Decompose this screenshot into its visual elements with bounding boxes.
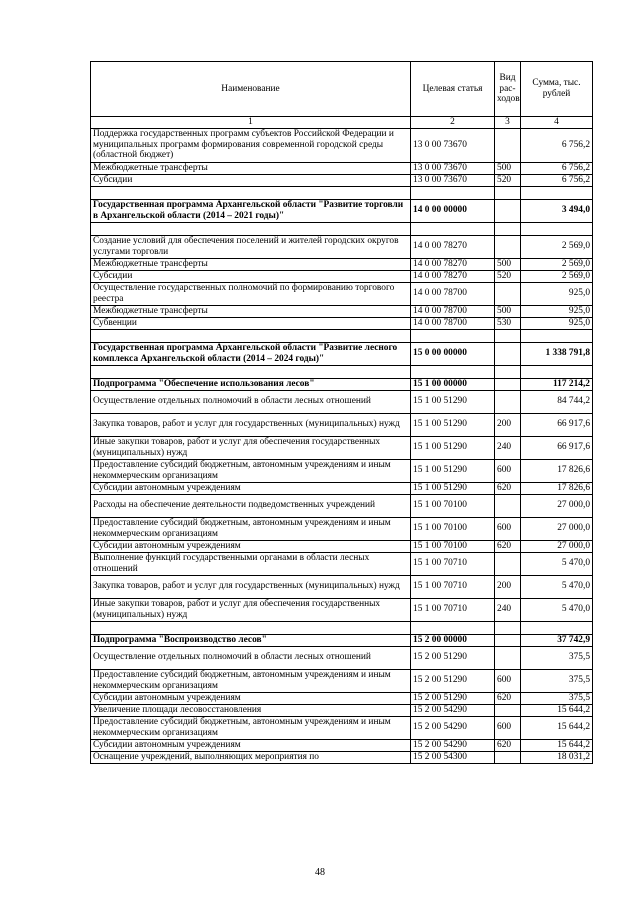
expense-type-cell: 500: [495, 258, 521, 270]
amount-cell: 375,5: [521, 669, 593, 692]
target-article-cell: 15 1 00 70100: [411, 540, 495, 552]
table-row: [91, 436, 593, 459]
program-row: [91, 199, 593, 222]
target-article-cell: 14 0 00 78270: [411, 235, 495, 258]
expense-type-cell: 620: [495, 482, 521, 494]
empty-cell: [411, 365, 495, 378]
target-article-cell: 14 0 00 78700: [411, 317, 495, 329]
expense-type-cell: [495, 378, 521, 390]
header-sum: Сумма, тыс. рублей: [521, 62, 593, 117]
table-row: [91, 494, 593, 517]
column-number: 4: [521, 117, 593, 129]
amount-cell: 27 000,0: [521, 517, 593, 540]
expense-type-cell: [495, 494, 521, 517]
expense-type-cell: 600: [495, 459, 521, 482]
amount-cell: 37 742,9: [521, 634, 593, 646]
row-name-cell: Субсидии автономным учреждениям: [91, 692, 411, 704]
empty-cell: [91, 186, 411, 199]
expense-type-cell: [495, 282, 521, 305]
target-article-cell: 15 1 00 70710: [411, 598, 495, 621]
target-article-cell: 14 0 00 78270: [411, 258, 495, 270]
target-article-cell: 15 1 00 51290: [411, 390, 495, 413]
amount-cell: 84 744,2: [521, 390, 593, 413]
table-row: [91, 540, 593, 552]
expense-type-cell: [495, 342, 521, 365]
amount-cell: 2 569,0: [521, 258, 593, 270]
expense-type-cell: 240: [495, 436, 521, 459]
target-article-cell: 13 0 00 73670: [411, 162, 495, 174]
amount-cell: 15 644,2: [521, 739, 593, 751]
spacer-row: [91, 621, 593, 634]
empty-cell: [411, 222, 495, 235]
amount-cell: 17 826,6: [521, 459, 593, 482]
table-row: [91, 305, 593, 317]
page-number: 48: [315, 867, 325, 878]
expense-type-cell: [495, 235, 521, 258]
empty-cell: [521, 329, 593, 342]
target-article-cell: 14 0 00 78700: [411, 305, 495, 317]
table-row: [91, 270, 593, 282]
table-row: [91, 739, 593, 751]
target-article-cell: 15 1 00 70100: [411, 494, 495, 517]
column-number: 2: [411, 117, 495, 129]
row-name-cell: Расходы на обеспечение деятельности подведомственных учреждений: [91, 494, 411, 517]
empty-cell: [521, 365, 593, 378]
table-row: [91, 552, 593, 575]
amount-cell: 925,0: [521, 305, 593, 317]
target-article-cell: 14 0 00 78270: [411, 270, 495, 282]
row-name-cell: Субсидии автономным учреждениям: [91, 540, 411, 552]
table-row: [91, 128, 593, 162]
expense-type-cell: 620: [495, 739, 521, 751]
table-row: [91, 704, 593, 716]
row-name-cell: Подпрограмма "Воспроизводство лесов": [91, 634, 411, 646]
row-name-cell: Предоставление субсидий бюджетным, автономным учреждениям и иным некоммерческим организациям: [91, 517, 411, 540]
target-article-cell: 13 0 00 73670: [411, 174, 495, 186]
row-name-cell: Предоставление субсидий бюджетным, автономным учреждениям и иным некоммерческим организациям: [91, 459, 411, 482]
target-article-cell: 15 2 00 51290: [411, 692, 495, 704]
header-type: Вид рас-ходов: [495, 62, 521, 117]
table-body: [91, 62, 593, 764]
expense-type-cell: 600: [495, 517, 521, 540]
amount-cell: 375,5: [521, 646, 593, 669]
amount-cell: 6 756,2: [521, 128, 593, 162]
expense-type-cell: 200: [495, 575, 521, 598]
program-row: [91, 378, 593, 390]
target-article-cell: 15 2 00 54290: [411, 704, 495, 716]
amount-cell: 15 644,2: [521, 704, 593, 716]
target-article-cell: 15 2 00 00000: [411, 634, 495, 646]
table-row: [91, 517, 593, 540]
empty-cell: [91, 365, 411, 378]
row-name-cell: Субсидии: [91, 270, 411, 282]
amount-cell: 5 470,0: [521, 575, 593, 598]
budget-table: [90, 61, 593, 764]
header-name: Наименование: [91, 62, 411, 117]
amount-cell: 375,5: [521, 692, 593, 704]
row-name-cell: Межбюджетные трансферты: [91, 258, 411, 270]
row-name-cell: Государственная программа Архангельской области "Развитие лесного комплекса Архангельской области (2014 – 2024 годы)": [91, 342, 411, 365]
amount-cell: 2 569,0: [521, 235, 593, 258]
empty-cell: [495, 222, 521, 235]
expense-type-cell: 600: [495, 669, 521, 692]
spacer-row: [91, 365, 593, 378]
target-article-cell: 15 2 00 54290: [411, 716, 495, 739]
table-row: [91, 692, 593, 704]
empty-cell: [91, 621, 411, 634]
row-name-cell: Государственная программа Архангельской области "Развитие торговли в Архангельской области (2014 – 2021 годы)": [91, 199, 411, 222]
expense-type-cell: [495, 646, 521, 669]
expense-type-cell: 500: [495, 305, 521, 317]
spacer-row: [91, 329, 593, 342]
table-row: [91, 162, 593, 174]
empty-cell: [495, 365, 521, 378]
target-article-cell: 15 1 00 70710: [411, 575, 495, 598]
empty-cell: [495, 329, 521, 342]
table-row: [91, 646, 593, 669]
expense-type-cell: 600: [495, 716, 521, 739]
expense-type-cell: 620: [495, 540, 521, 552]
program-row: [91, 634, 593, 646]
row-name-cell: Субсидии: [91, 174, 411, 186]
amount-cell: 27 000,0: [521, 494, 593, 517]
target-article-cell: 15 1 00 51290: [411, 436, 495, 459]
spacer-row: [91, 186, 593, 199]
table-header-row: [91, 62, 593, 117]
expense-type-cell: 500: [495, 162, 521, 174]
expense-type-cell: [495, 552, 521, 575]
amount-cell: 18 031,2: [521, 751, 593, 763]
expense-type-cell: [495, 128, 521, 162]
target-article-cell: 14 0 00 78700: [411, 282, 495, 305]
row-name-cell: Увеличение площади лесовосстановления: [91, 704, 411, 716]
expense-type-cell: 520: [495, 270, 521, 282]
target-article-cell: 15 2 00 54300: [411, 751, 495, 763]
empty-cell: [411, 186, 495, 199]
empty-cell: [411, 621, 495, 634]
column-number: 1: [91, 117, 411, 129]
row-name-cell: Закупка товаров, работ и услуг для государственных (муниципальных) нужд: [91, 413, 411, 436]
table-row: [91, 174, 593, 186]
amount-cell: 15 644,2: [521, 716, 593, 739]
column-number-row: [91, 117, 593, 129]
expense-type-cell: [495, 390, 521, 413]
empty-cell: [91, 329, 411, 342]
target-article-cell: 15 1 00 51290: [411, 459, 495, 482]
amount-cell: 925,0: [521, 317, 593, 329]
expense-type-cell: 620: [495, 692, 521, 704]
empty-cell: [521, 186, 593, 199]
amount-cell: 925,0: [521, 282, 593, 305]
expense-type-cell: 530: [495, 317, 521, 329]
target-article-cell: 15 1 00 51290: [411, 413, 495, 436]
row-name-cell: Предоставление субсидий бюджетным, автономным учреждениям и иным некоммерческим организациям: [91, 669, 411, 692]
table-row: [91, 751, 593, 763]
spacer-row: [91, 222, 593, 235]
expense-type-cell: [495, 199, 521, 222]
row-name-cell: Иные закупки товаров, работ и услуг для обеспечения государственных (муниципальных) нужд: [91, 436, 411, 459]
header-code: Целевая статья: [411, 62, 495, 117]
amount-cell: 6 756,2: [521, 174, 593, 186]
expense-type-cell: 240: [495, 598, 521, 621]
empty-cell: [521, 222, 593, 235]
row-name-cell: Поддержка государственных программ субъектов Российской Федерации и муниципальных программ формирования современной городской среды (областной бюджет): [91, 128, 411, 162]
expense-type-cell: [495, 704, 521, 716]
target-article-cell: 15 2 00 51290: [411, 669, 495, 692]
empty-cell: [495, 621, 521, 634]
row-name-cell: Осуществление отдельных полномочий в области лесных отношений: [91, 390, 411, 413]
target-article-cell: 15 1 00 00000: [411, 378, 495, 390]
row-name-cell: Подпрограмма "Обеспечение использования лесов": [91, 378, 411, 390]
target-article-cell: 15 0 00 00000: [411, 342, 495, 365]
expense-type-cell: [495, 751, 521, 763]
target-article-cell: 15 2 00 51290: [411, 646, 495, 669]
row-name-cell: Осуществление отдельных полномочий в области лесных отношений: [91, 646, 411, 669]
expense-type-cell: 200: [495, 413, 521, 436]
amount-cell: 66 917,6: [521, 436, 593, 459]
target-article-cell: 15 1 00 70100: [411, 517, 495, 540]
column-number: 3: [495, 117, 521, 129]
row-name-cell: Создание условий для обеспечения поселений и жителей городских округов услугами торговли: [91, 235, 411, 258]
target-article-cell: 13 0 00 73670: [411, 128, 495, 162]
amount-cell: 3 494,0: [521, 199, 593, 222]
amount-cell: 117 214,2: [521, 378, 593, 390]
target-article-cell: 15 1 00 51290: [411, 482, 495, 494]
row-name-cell: Закупка товаров, работ и услуг для государственных (муниципальных) нужд: [91, 575, 411, 598]
row-name-cell: Субсидии автономным учреждениям: [91, 739, 411, 751]
amount-cell: 1 338 791,8: [521, 342, 593, 365]
row-name-cell: Межбюджетные трансферты: [91, 305, 411, 317]
empty-cell: [91, 222, 411, 235]
expense-type-cell: [495, 634, 521, 646]
table-row: [91, 459, 593, 482]
row-name-cell: Субсидии автономным учреждениям: [91, 482, 411, 494]
empty-cell: [521, 621, 593, 634]
row-name-cell: Иные закупки товаров, работ и услуг для обеспечения государственных (муниципальных) нужд: [91, 598, 411, 621]
row-name-cell: Межбюджетные трансферты: [91, 162, 411, 174]
table-row: [91, 413, 593, 436]
table-row: [91, 598, 593, 621]
amount-cell: 2 569,0: [521, 270, 593, 282]
target-article-cell: 15 2 00 54290: [411, 739, 495, 751]
expense-type-cell: 520: [495, 174, 521, 186]
target-article-cell: 14 0 00 00000: [411, 199, 495, 222]
table-row: [91, 669, 593, 692]
amount-cell: 27 000,0: [521, 540, 593, 552]
row-name-cell: Выполнение функций государственными органами в области лесных отношений: [91, 552, 411, 575]
table-row: [91, 482, 593, 494]
table-row: [91, 716, 593, 739]
table-row: [91, 235, 593, 258]
table-row: [91, 317, 593, 329]
program-row: [91, 342, 593, 365]
row-name-cell: Субвенции: [91, 317, 411, 329]
amount-cell: 6 756,2: [521, 162, 593, 174]
row-name-cell: Предоставление субсидий бюджетным, автономным учреждениям и иным некоммерческим организациям: [91, 716, 411, 739]
table-row: [91, 282, 593, 305]
target-article-cell: 15 1 00 70710: [411, 552, 495, 575]
table-row: [91, 390, 593, 413]
row-name-cell: Осуществление государственных полномочий по формированию торгового реестра: [91, 282, 411, 305]
amount-cell: 5 470,0: [521, 598, 593, 621]
amount-cell: 66 917,6: [521, 413, 593, 436]
amount-cell: 17 826,6: [521, 482, 593, 494]
table-row: [91, 258, 593, 270]
row-name-cell: Оснащение учреждений, выполняющих мероприятия по: [91, 751, 411, 763]
empty-cell: [411, 329, 495, 342]
amount-cell: 5 470,0: [521, 552, 593, 575]
empty-cell: [495, 186, 521, 199]
table-row: [91, 575, 593, 598]
